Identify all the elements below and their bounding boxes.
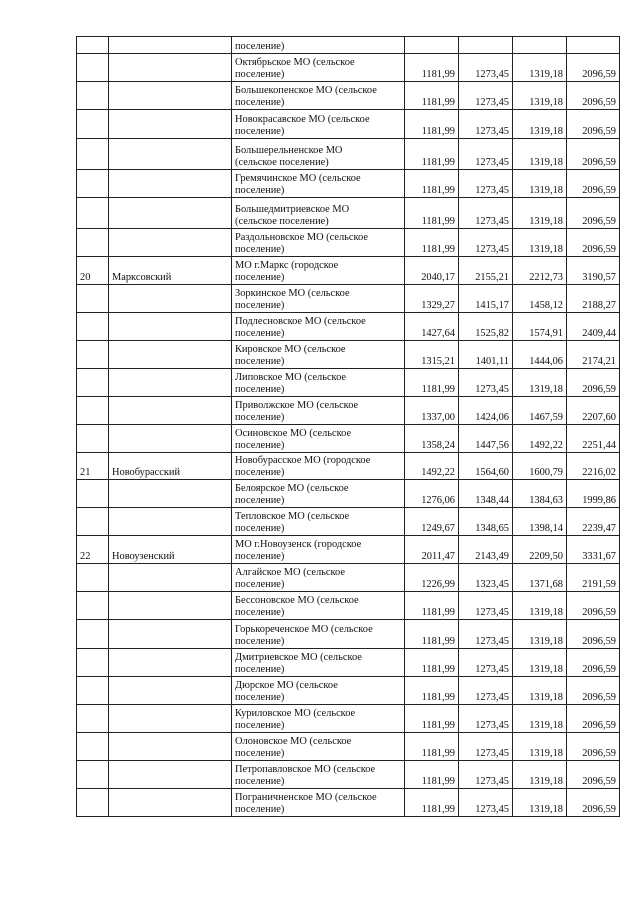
table-row [77,54,620,82]
value-cell-4: 2096,59 [567,620,620,649]
value-cell-3: 1319,18 [513,733,567,761]
value-cell-4: 2096,59 [567,229,620,257]
municipality-name: Раздольновское МО (сельское поселение) [235,232,368,255]
value-cell-1: 1181,99 [405,620,459,649]
district-cell [109,229,232,257]
table-row [77,564,620,592]
row-number-cell [77,369,109,397]
value-cell-1: 1181,99 [405,54,459,82]
municipality-cell [232,110,405,139]
value-cell-2: 1273,45 [459,369,513,397]
municipality-name: Новобурасское МО (городское поселение) [235,455,371,478]
district-cell [109,139,232,170]
row-number-cell [77,285,109,313]
value-cell-1: 1315,21 [405,341,459,369]
value-cell-4: 2096,59 [567,110,620,139]
value-cell-3: 2209,50 [513,536,567,564]
value-cell-4: 2191,59 [567,564,620,592]
value-cell-1: 1181,99 [405,677,459,705]
value-cell-2 [459,37,513,54]
municipality-name: Зоркинское МО (сельское поселение) [235,288,350,311]
district-cell [109,82,232,110]
district-cell [109,198,232,229]
value-cell-3: 1319,18 [513,369,567,397]
row-number-cell [77,761,109,789]
municipality-cell [232,82,405,110]
value-cell-1: 1181,99 [405,733,459,761]
district-cell [109,54,232,82]
row-number-cell [77,37,109,54]
value-cell-4: 2096,59 [567,369,620,397]
municipality-name: Новокрасавское МО (сельское поселение) [235,114,370,137]
municipality-name: Большедмитриевское МО (сельское поселение) [235,204,350,227]
value-cell-3: 1398,14 [513,508,567,536]
value-cell-3: 1319,18 [513,649,567,677]
district-cell: Марксовский [109,257,232,285]
value-cell-4: 2239,47 [567,508,620,536]
value-cell-4: 2207,60 [567,397,620,425]
value-cell-4: 1999,86 [567,480,620,508]
value-cell-1: 1276,06 [405,480,459,508]
value-cell-1: 1181,99 [405,592,459,620]
row-number-cell: 22 [77,536,109,564]
value-cell-1: 1226,99 [405,564,459,592]
table-row [77,37,620,54]
municipality-name: Подлесновское МО (сельское поселение) [235,316,366,339]
municipality-cell [232,54,405,82]
value-cell-3: 1319,18 [513,620,567,649]
table-row [77,313,620,341]
value-cell-3: 1371,68 [513,564,567,592]
value-cell-3: 1600,79 [513,453,567,480]
table-row [77,110,620,139]
table-row [77,789,620,817]
value-cell-2: 1273,45 [459,592,513,620]
value-cell-4: 2096,59 [567,733,620,761]
value-cell-1: 1181,99 [405,229,459,257]
municipality-name: Липовское МО (сельское поселение) [235,372,347,395]
value-cell-4: 2096,59 [567,761,620,789]
value-cell-3: 1319,18 [513,789,567,817]
district-cell [109,341,232,369]
district-cell [109,480,232,508]
municipality-name: Дмитриевское МО (сельское поселение) [235,652,362,675]
table-row [77,733,620,761]
value-cell-3: 1319,18 [513,198,567,229]
value-cell-3: 1319,18 [513,705,567,733]
district-cell: Новобурасский [109,453,232,480]
municipality-cell [232,397,405,425]
row-number-cell [77,82,109,110]
value-cell-4: 2096,59 [567,82,620,110]
value-cell-1: 2040,17 [405,257,459,285]
municipality-cell [232,369,405,397]
row-number-cell [77,54,109,82]
value-cell-2: 1273,45 [459,761,513,789]
value-cell-3: 1384,63 [513,480,567,508]
municipality-cell [232,453,405,480]
row-number-cell [77,508,109,536]
value-cell-2: 1447,56 [459,425,513,453]
district-cell [109,37,232,54]
municipality-cell [232,139,405,170]
value-cell-4: 2096,59 [567,54,620,82]
row-number-cell [77,170,109,198]
municipality-cell [232,425,405,453]
value-cell-2: 1273,45 [459,705,513,733]
district-cell [109,733,232,761]
table-row [77,198,620,229]
table-row [77,536,620,564]
value-cell-4: 2251,44 [567,425,620,453]
row-number-cell [77,705,109,733]
value-cell-3: 1319,18 [513,592,567,620]
municipality-name: Горькореченское МО (сельское поселение) [235,624,373,647]
value-cell-1: 1181,99 [405,705,459,733]
municipality-cell [232,649,405,677]
municipality-name: МО г.Новоузенск (городское поселение) [235,539,362,562]
municipality-cell [232,508,405,536]
table-row [77,170,620,198]
municipality-cell [232,789,405,817]
district-cell: Новоузенский [109,536,232,564]
district-cell [109,397,232,425]
table-row [77,82,620,110]
row-number-cell [77,620,109,649]
municipality-cell [232,592,405,620]
row-number-cell [77,397,109,425]
value-cell-1: 2011,47 [405,536,459,564]
row-number-cell [77,592,109,620]
table-row [77,229,620,257]
municipality-cell [232,564,405,592]
value-cell-4: 2174,21 [567,341,620,369]
value-cell-1: 1181,99 [405,139,459,170]
table-row [77,761,620,789]
district-cell [109,508,232,536]
value-cell-2: 1424,06 [459,397,513,425]
tariff-table-body [77,37,620,817]
value-cell-4: 3190,57 [567,257,620,285]
value-cell-3: 1319,18 [513,229,567,257]
value-cell-1: 1181,99 [405,110,459,139]
district-cell [109,564,232,592]
value-cell-2: 1348,44 [459,480,513,508]
value-cell-3: 1319,18 [513,139,567,170]
table-row [77,620,620,649]
table-row [77,425,620,453]
value-cell-3: 1319,18 [513,110,567,139]
district-cell [109,761,232,789]
value-cell-2: 1273,45 [459,733,513,761]
value-cell-2: 1273,45 [459,54,513,82]
table-row [77,508,620,536]
municipality-cell [232,620,405,649]
value-cell-2: 2143,49 [459,536,513,564]
municipality-name: Октябрьское МО (сельское поселение) [235,57,355,80]
table-row [77,480,620,508]
value-cell-1: 1181,99 [405,649,459,677]
table-row [77,257,620,285]
value-cell-4: 2096,59 [567,649,620,677]
row-number-cell [77,229,109,257]
district-cell [109,170,232,198]
value-cell-4: 2188,27 [567,285,620,313]
municipality-name: Осиновское МО (сельское поселение) [235,428,352,451]
district-cell [109,789,232,817]
value-cell-2: 1273,45 [459,198,513,229]
value-cell-1: 1181,99 [405,198,459,229]
value-cell-3: 1467,59 [513,397,567,425]
table-row [77,649,620,677]
row-number-cell [77,677,109,705]
value-cell-1: 1358,24 [405,425,459,453]
row-number-cell: 20 [77,257,109,285]
district-cell [109,313,232,341]
municipality-cell [232,229,405,257]
value-cell-4 [567,37,620,54]
table-row [77,592,620,620]
value-cell-2: 1273,45 [459,82,513,110]
value-cell-1: 1181,99 [405,82,459,110]
district-cell [109,110,232,139]
row-number-cell [77,789,109,817]
table-row [77,397,620,425]
value-cell-2: 1401,11 [459,341,513,369]
municipality-cell [232,37,405,54]
value-cell-3: 1574,91 [513,313,567,341]
value-cell-2: 1273,45 [459,110,513,139]
value-cell-1: 1337,00 [405,397,459,425]
district-cell [109,677,232,705]
municipality-name: Гремячинское МО (сельское поселение) [235,173,361,196]
municipality-name: Бессоновское МО (сельское поселение) [235,595,359,618]
value-cell-1: 1181,99 [405,789,459,817]
row-number-cell [77,198,109,229]
value-cell-3: 1444,06 [513,341,567,369]
municipality-name: Куриловское МО (сельское поселение) [235,708,356,731]
value-cell-1: 1249,67 [405,508,459,536]
municipality-cell [232,705,405,733]
row-number-cell [77,313,109,341]
value-cell-3: 1319,18 [513,170,567,198]
value-cell-3: 1319,18 [513,54,567,82]
value-cell-1: 1181,99 [405,170,459,198]
municipality-name: Приволжское МО (сельское поселение) [235,400,359,423]
value-cell-2: 1273,45 [459,139,513,170]
municipality-cell [232,733,405,761]
table-row [77,453,620,480]
district-cell [109,705,232,733]
district-cell [109,649,232,677]
municipality-name: Белоярское МО (сельское поселение) [235,483,349,506]
value-cell-1: 1329,27 [405,285,459,313]
municipality-name: Петропавловское МО (сельское поселение) [235,764,376,787]
municipality-name: Алгайское МО (сельское поселение) [235,567,345,590]
row-number-cell [77,649,109,677]
table-row [77,369,620,397]
value-cell-4: 2096,59 [567,592,620,620]
value-cell-3: 1458,12 [513,285,567,313]
table-row [77,285,620,313]
tariff-table [76,36,620,817]
municipality-name: Олоновское МО (сельское поселение) [235,736,352,759]
row-number-cell [77,110,109,139]
value-cell-3 [513,37,567,54]
district-cell [109,425,232,453]
municipality-cell [232,480,405,508]
district-cell [109,369,232,397]
municipality-cell [232,257,405,285]
municipality-name: Тепловское МО (сельское поселение) [235,511,350,534]
table-row [77,139,620,170]
value-cell-2: 1273,45 [459,677,513,705]
municipality-name: поселение) [235,41,285,52]
row-number-cell [77,341,109,369]
municipality-name: Большекопенское МО (сельское поселение) [235,85,377,108]
row-number-cell [77,425,109,453]
municipality-cell [232,536,405,564]
value-cell-4: 2096,59 [567,789,620,817]
municipality-name: Кировское МО (сельское поселение) [235,344,346,367]
row-number-cell [77,564,109,592]
value-cell-4: 2096,59 [567,170,620,198]
table-row [77,705,620,733]
municipality-cell [232,170,405,198]
value-cell-2: 1323,45 [459,564,513,592]
district-cell [109,285,232,313]
table-row [77,341,620,369]
value-cell-4: 2096,59 [567,705,620,733]
value-cell-3: 2212,73 [513,257,567,285]
value-cell-4: 3331,67 [567,536,620,564]
table-row [77,677,620,705]
value-cell-2: 1525,82 [459,313,513,341]
value-cell-2: 1273,45 [459,789,513,817]
value-cell-3: 1319,18 [513,82,567,110]
value-cell-2: 1273,45 [459,649,513,677]
value-cell-1: 1492,22 [405,453,459,480]
municipality-cell [232,677,405,705]
district-cell [109,620,232,649]
municipality-cell [232,761,405,789]
value-cell-2: 2155,21 [459,257,513,285]
value-cell-1 [405,37,459,54]
value-cell-3: 1492,22 [513,425,567,453]
municipality-cell [232,285,405,313]
value-cell-2: 1564,60 [459,453,513,480]
row-number-cell [77,480,109,508]
municipality-name: МО г.Маркс (городское поселение) [235,260,339,283]
value-cell-4: 2096,59 [567,198,620,229]
row-number-cell [77,139,109,170]
value-cell-4: 2096,59 [567,677,620,705]
value-cell-3: 1319,18 [513,677,567,705]
row-number-cell [77,733,109,761]
row-number-cell: 21 [77,453,109,480]
municipality-cell [232,341,405,369]
value-cell-2: 1273,45 [459,620,513,649]
municipality-cell [232,198,405,229]
value-cell-4: 2216,02 [567,453,620,480]
district-cell [109,592,232,620]
value-cell-1: 1427,64 [405,313,459,341]
value-cell-2: 1273,45 [459,229,513,257]
municipality-name: Большерельненское МО (сельское поселение) [235,145,343,168]
municipality-name: Дюрское МО (сельское поселение) [235,680,338,703]
value-cell-1: 1181,99 [405,761,459,789]
municipality-name: Пограничненское МО (сельское поселение) [235,792,377,815]
value-cell-1: 1181,99 [405,369,459,397]
value-cell-2: 1348,65 [459,508,513,536]
value-cell-2: 1415,17 [459,285,513,313]
value-cell-4: 2096,59 [567,139,620,170]
value-cell-2: 1273,45 [459,170,513,198]
municipality-cell [232,313,405,341]
value-cell-3: 1319,18 [513,761,567,789]
value-cell-4: 2409,44 [567,313,620,341]
